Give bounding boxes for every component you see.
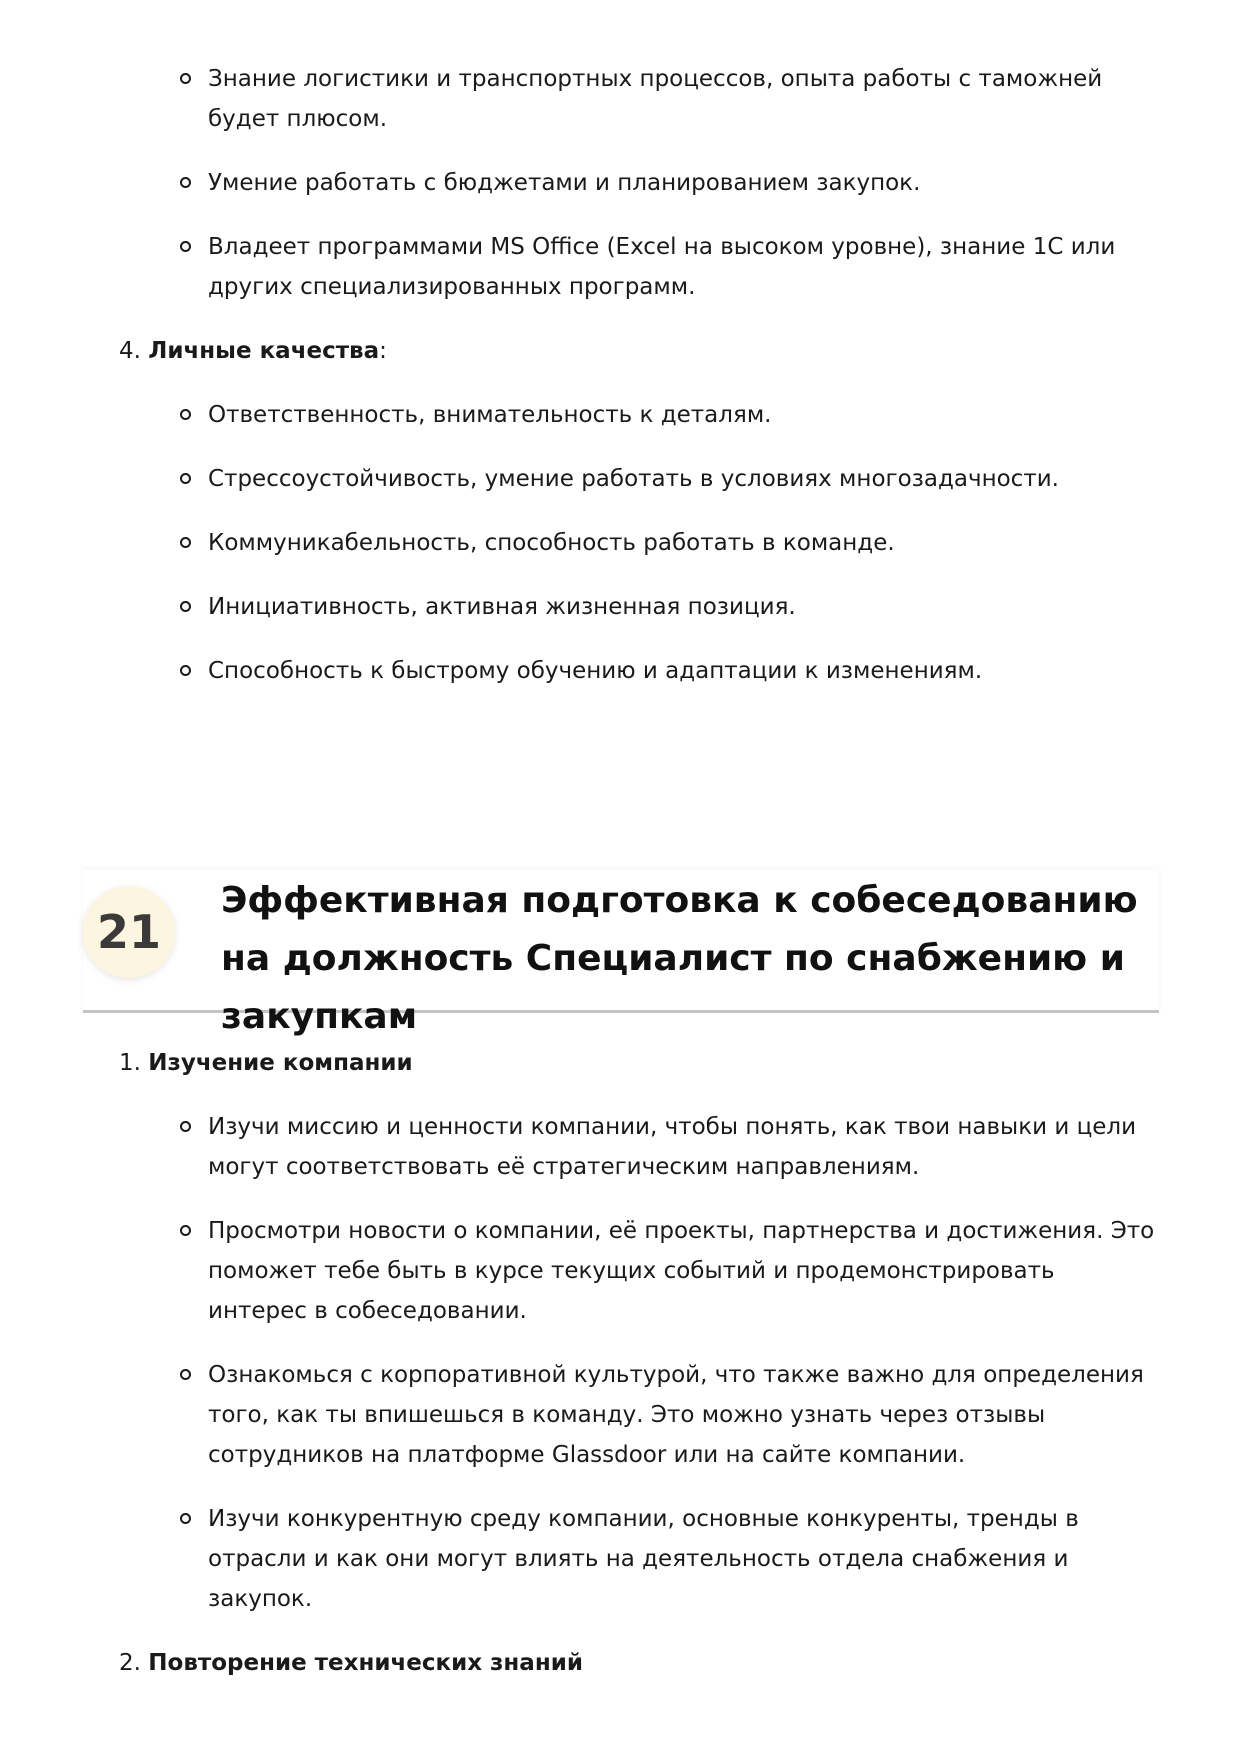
- list-item-text: Просмотри новости о компании, её проекты, партнерства и достижения. Это поможет тебе быть в курсе текущих событий и продемонстрировать интерес в собеседовании.: [208, 1218, 1155, 1324]
- circle-bullet-icon: [180, 1225, 191, 1236]
- list-item: [0, 523, 1239, 563]
- circle-bullet-icon: [180, 1121, 191, 1132]
- item-heading: Изучение компании: [148, 1050, 413, 1076]
- list-item-text: Знание логистики и транспортных процессов, опыта работы с таможней будет плюсом.: [208, 66, 1103, 132]
- list-item: [0, 651, 1239, 691]
- requirements-continuation: [0, 59, 1239, 715]
- numbered-item-technical-review: [0, 1643, 1239, 1683]
- section-title: Эффективная подготовка к собеседованию на должность Специалист по снабжению и закупкам: [221, 880, 1138, 1037]
- list-item-text: Изучи миссию и ценности компании, чтобы понять, как твои навыки и цели могут соответствовать её стратегическим направлениям.: [208, 1114, 1137, 1180]
- circle-bullet-icon: [180, 537, 191, 548]
- list-item: [0, 163, 1239, 203]
- numbered-item-personal-qualities: [0, 331, 1239, 371]
- section-header: [83, 870, 1159, 1037]
- numbered-item-company-research: [0, 1043, 1239, 1083]
- section-number-badge: 21: [83, 886, 175, 978]
- list-item-text: Владеет программами MS Office (Excel на высоком уровне), знание 1С или других специализированных программ.: [208, 234, 1116, 300]
- list-item: [0, 1355, 1239, 1475]
- item-heading: Личные качества: [148, 338, 380, 364]
- item-heading: Повторение технических знаний: [148, 1650, 583, 1676]
- circle-bullet-icon: [180, 473, 191, 484]
- list-item-text: Коммуникабельность, способность работать в команде.: [208, 530, 895, 556]
- list-item: [0, 59, 1239, 139]
- list-item-text: Изучи конкурентную среду компании, основные конкуренты, тренды в отрасли и как они могут влиять на деятельность отдела снабжения и закупок.: [208, 1506, 1079, 1612]
- list-item-text: Ответственность, внимательность к деталям.: [208, 402, 772, 428]
- circle-bullet-icon: [180, 241, 191, 252]
- list-item-text: Стрессоустойчивость, умение работать в условиях многозадачности.: [208, 466, 1059, 492]
- list-item-text: Умение работать с бюджетами и планированием закупок.: [208, 170, 921, 196]
- list-item-text: Инициативность, активная жизненная позиция.: [208, 594, 796, 620]
- circle-bullet-icon: [180, 1513, 191, 1524]
- list-item: [0, 587, 1239, 627]
- section-body: [0, 1043, 1239, 1707]
- list-item: [0, 459, 1239, 499]
- list-item: [0, 1211, 1239, 1331]
- company-research-list: [0, 1107, 1239, 1619]
- list-item: [0, 395, 1239, 435]
- item-number: 1.: [119, 1050, 149, 1076]
- circle-bullet-icon: [180, 177, 191, 188]
- list-item: [0, 1499, 1239, 1619]
- list-item: [0, 227, 1239, 307]
- circle-bullet-icon: [180, 665, 191, 676]
- list-item-text: Ознакомься с корпоративной культурой, что также важно для определения того, как ты впишешься в команду. Это можно узнать через отзывы сотрудников на платформе Glassdoor или на сайте компании.: [208, 1362, 1144, 1468]
- personal-qualities-list: [0, 395, 1239, 691]
- section-21: [0, 870, 1239, 1037]
- item-number: 4.: [119, 338, 149, 364]
- circle-bullet-icon: [180, 409, 191, 420]
- circle-bullet-icon: [180, 601, 191, 612]
- item-number: 2.: [119, 1650, 149, 1676]
- list-item-text: Способность к быстрому обучению и адаптации к изменениям.: [208, 658, 983, 684]
- item-suffix: :: [379, 338, 387, 364]
- circle-bullet-icon: [180, 1369, 191, 1380]
- skills-list: [0, 59, 1239, 307]
- circle-bullet-icon: [180, 73, 191, 84]
- list-item: [0, 1107, 1239, 1187]
